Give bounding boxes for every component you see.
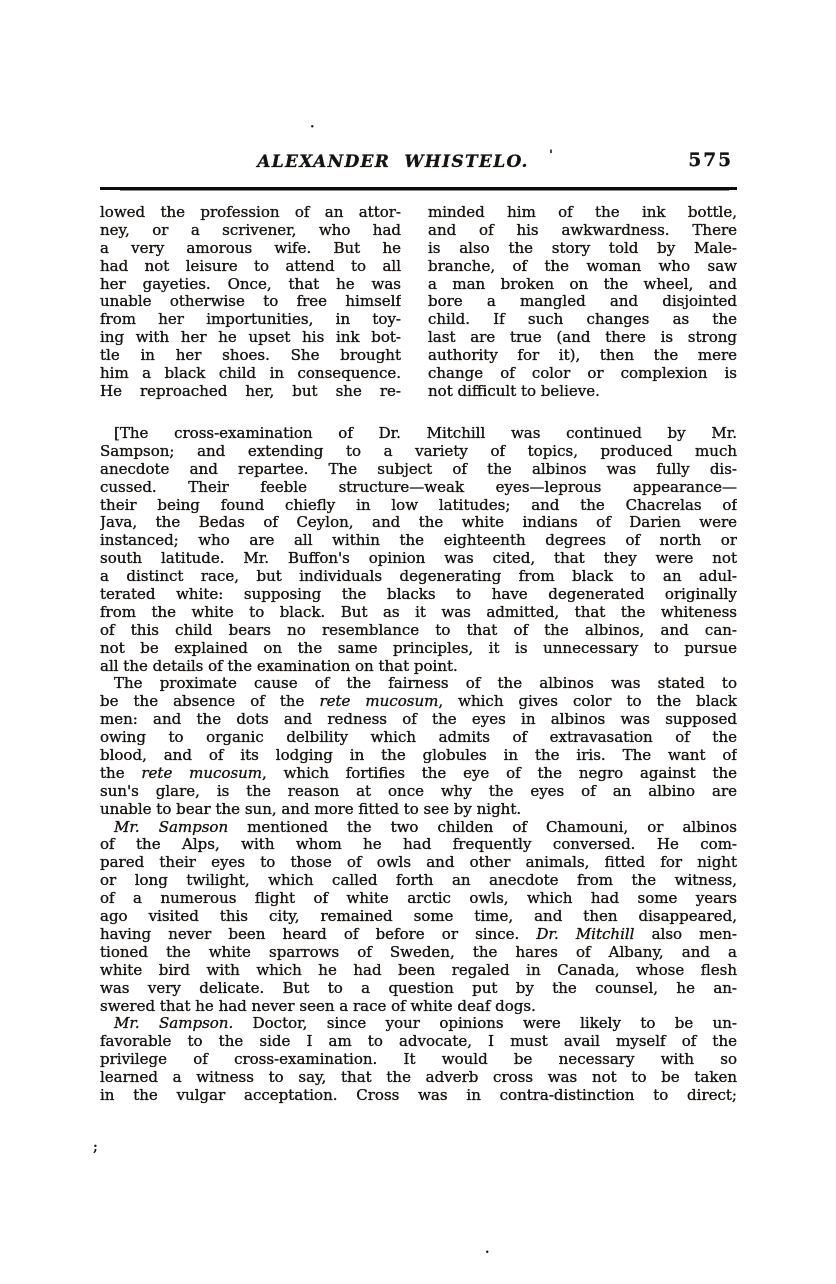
- italic-text: rete mucosum: [141, 764, 263, 782]
- text-line: in the vulgar acceptation. Cross was in contra-distinction to direct;: [100, 1086, 737, 1104]
- text-line: He reproached her, but she re-: [100, 382, 401, 400]
- text-line: swered that he had never seen a race of white deaf dogs.: [100, 997, 536, 1015]
- text-line: a distinct race, but individuals degenerating from black to an adul-: [100, 568, 737, 586]
- text-line: not difficult to believe.: [428, 382, 600, 400]
- text-line: The proximate cause of the fairness of the albinos was stated to: [114, 675, 737, 693]
- text-line: had not leisure to attend to all: [100, 257, 401, 275]
- text-line: was very delicate. But to a question put by the counsel, he an-: [100, 979, 737, 997]
- text-line: instanced; who are all within the eighteenth degrees of north or: [100, 532, 737, 550]
- text-line: her gayeties. Once, that he was: [100, 275, 401, 293]
- text-line: privilege of cross-examination. It would be necessary with so: [100, 1051, 737, 1069]
- paragraph: [100, 819, 737, 1016]
- text-line: not be explained on the same principles, it is unnecessary to pursue: [100, 639, 737, 657]
- text-line: and of his awkwardness. There: [428, 221, 737, 239]
- stray-mark: ;: [93, 1140, 98, 1155]
- italic-text: Dr. Mitchill: [536, 925, 635, 943]
- text-line: tle in her shoes. She brought: [100, 347, 401, 365]
- text-line: tioned the white sparrows of Sweden, the hares of Albany, and a: [100, 943, 737, 961]
- body-paragraphs: [100, 425, 737, 1105]
- text-line: learned a witness to say, that the adverb cross was not to be taken: [100, 1069, 737, 1087]
- running-title: ALEXANDER WHISTELO.: [257, 152, 529, 172]
- text-line: last are true (and there is strong: [428, 329, 737, 347]
- text-line: minded him of the ink bottle,: [428, 204, 737, 221]
- paragraph: [100, 675, 737, 818]
- text-line: Mr. Sampson mentioned the two childen of Chamouni, or albinos: [114, 818, 737, 836]
- text-line: him a black child in consequence.: [100, 365, 401, 383]
- text-line: bore a mangled and disjointed: [428, 293, 737, 311]
- italic-text: rete mucosum: [319, 693, 439, 711]
- text-line: ago visited this city, remained some time, and then disappeared,: [100, 908, 737, 926]
- text-line: having never been heard of before or since. Dr. Mitchill also men-: [100, 925, 737, 943]
- text-line: Mr. Sampson. Doctor, since your opinions were likely to be un-: [114, 1015, 737, 1033]
- italic-text: Mr. Sampson.: [114, 1015, 234, 1033]
- text-line: child. If such changes as the: [428, 311, 737, 329]
- two-column-text-block: [100, 204, 737, 401]
- text-line: all the details of the examination on that point.: [100, 657, 458, 675]
- left-column: [100, 204, 401, 401]
- text-line: be the absence of the rete mucosum, which gives color to the black: [100, 693, 737, 711]
- text-line: from her importunities, in toy-: [100, 311, 401, 329]
- text-line: blood, and of its lodging in the globules in the iris. The want of: [100, 747, 737, 765]
- text-line: their being found chiefly in low latitudes; and the Chacrelas of: [100, 496, 737, 514]
- text-line: from the white to black. But as it was admitted, that the whiteness: [100, 603, 737, 621]
- right-column: [428, 204, 737, 401]
- stray-mark: ': [549, 148, 553, 163]
- text-line: or long twilight, which called forth an anecdote from the witness,: [100, 872, 737, 890]
- text-line: of this child bears no resemblance to that of the albinos, and can-: [100, 621, 737, 639]
- text-line: south latitude. Mr. Buffon's opinion was cited, that they were not: [100, 550, 737, 568]
- text-line: a man broken on the wheel, and: [428, 275, 737, 293]
- text-line: white bird with which he had been regaled in Canada, whose flesh: [100, 961, 737, 979]
- paragraph: [100, 1015, 737, 1104]
- text-line: lowed the profession of an attor-: [100, 204, 401, 221]
- stray-mark: ·: [310, 120, 315, 135]
- header-rule-divider: [100, 187, 737, 190]
- text-line: ing with her he upset his ink bot-: [100, 329, 401, 347]
- page-header: [100, 150, 737, 178]
- text-line: [The cross-examination of Dr. Mitchill was continued by Mr.: [114, 425, 737, 442]
- text-line: is also the story told by Male-: [428, 239, 737, 257]
- text-line: unable to bear the sun, and more fitted to see by night.: [100, 800, 522, 818]
- text-line: Java, the Bedas of Ceylon, and the white indians of Darien were: [100, 514, 737, 532]
- text-line: cussed. Their feeble structure—weak eyes—leprous appearance—: [100, 478, 737, 496]
- text-line: men: and the dots and redness of the eyes in albinos was supposed: [100, 711, 737, 729]
- text-line: branche, of the woman who saw: [428, 257, 737, 275]
- stray-mark: .: [485, 1242, 490, 1257]
- text-line: terated white: supposing the blacks to have degenerated originally: [100, 586, 737, 604]
- text-line: pared their eyes to those of owls and other animals, fitted for night: [100, 854, 737, 872]
- page-number: 575: [688, 150, 733, 171]
- text-line: authority for it), then the mere: [428, 347, 737, 365]
- text-line: ney, or a scrivener, who had: [100, 221, 401, 239]
- text-line: change of color or complexion is: [428, 365, 737, 383]
- text-line: favorable to the side I am to advocate, I must avail myself of the: [100, 1033, 737, 1051]
- text-line: of a numerous flight of white arctic owls, which had some years: [100, 890, 737, 908]
- text-line: a very amorous wife. But he: [100, 239, 401, 257]
- italic-text: Mr. Sampson: [114, 818, 229, 836]
- text-line: unable otherwise to free himself: [100, 293, 401, 311]
- text-line: anecdote and repartee. The subject of the albinos was fully dis-: [100, 460, 737, 478]
- text-line: Sampson; and extending to a variety of topics, produced much: [100, 442, 737, 460]
- text-line: sun's glare, is the reason at once why the eyes of an albino are: [100, 782, 737, 800]
- text-line: the rete mucosum, which fortifies the eye of the negro against the: [100, 764, 737, 782]
- text-line: owing to organic delbility which admits of extravasation of the: [100, 729, 737, 747]
- paragraph: [100, 425, 737, 675]
- text-line: of the Alps, with whom he had frequently conversed. He com-: [100, 836, 737, 854]
